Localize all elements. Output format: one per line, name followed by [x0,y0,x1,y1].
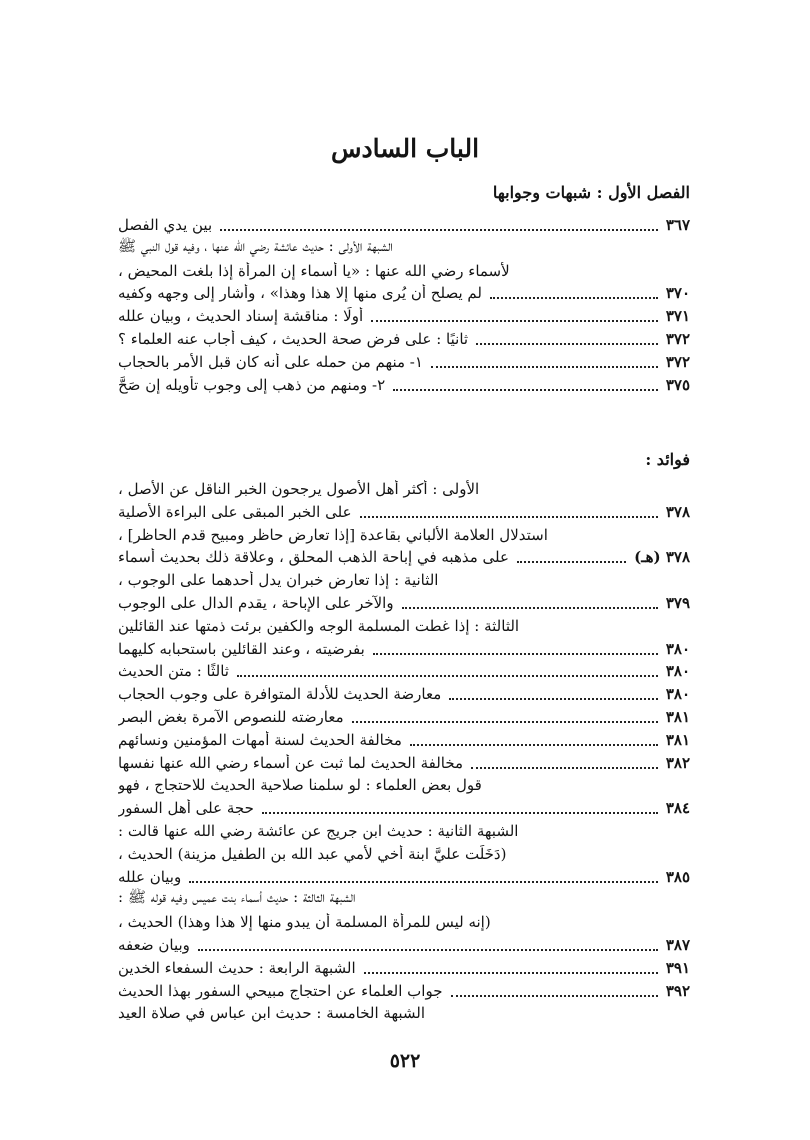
toc-entry-text: الشبهة الثانية : حديث ابن جريج عن عائشة رضي الله عنها قالت : [118,822,519,840]
toc-entry-page: ٣٨٧ [665,936,690,954]
toc-entry-page: ٣٧٥ [665,375,690,394]
toc-entry-page: ٣٧١ [665,307,690,326]
toc-entry-text: الأولى : أكثر أهل الأصول يرجحون الخبر الناقل عن الأصل ، [118,480,480,498]
dot-leader [371,320,658,322]
toc-entry-page: ٣٧٩ [665,594,690,612]
toc-entry [118,305,690,327]
dot-leader [451,995,658,997]
dot-leader [220,229,658,231]
dot-leader [373,653,658,655]
toc-entry [118,282,690,304]
dot-leader [352,721,658,723]
toc-entry [118,615,690,637]
dot-leader [198,949,658,951]
toc-entry-page: ٣٩١ [665,958,690,977]
dot-leader [237,675,658,677]
toc-entry [118,524,690,546]
toc-entry-page: ٣٧٠ [665,284,690,303]
toc-entry [118,911,690,933]
toc-entry [118,797,690,819]
toc-entry [118,638,690,660]
toc-entry-text: الثانية : إذا تعارض خبران يدل أحدهما على الوجوب ، [118,571,439,590]
dot-leader [262,812,658,814]
toc-entry-text: والآخر على الإباحة ، يقدم الدال على الوجوب [118,594,394,612]
toc-entry-page: ٣٨١ [665,708,690,726]
toc-entry [118,1002,690,1024]
toc-entry-text: لم يصلح أن يُرى منها إلا هذا وهذا» ، وأشار إلى وجهه وكفيه [118,284,482,303]
dot-leader [449,698,658,700]
toc-entry-page: ٣٧٨ (هـ) [634,548,690,567]
toc-entry-page: ٣٧٢ [665,330,690,348]
toc-entry-text: حجة على أهل السفور [118,799,254,818]
toc-entry [118,592,690,614]
toc-entry-text: مخالفة الحديث لسنة أمهات المؤمنين ونسائهم [118,730,402,749]
toc-entry [118,260,690,282]
page-number: ٥٢٢ [389,1050,421,1072]
toc-entry-page: ٣٨٠ [665,662,690,681]
toc-entry [118,478,690,500]
dot-leader [402,607,658,609]
toc-entry-page: ٣٩٢ [665,981,690,1000]
toc-entry [118,660,690,682]
toc-entry-text: الشبهة الرابعة : حديث السفعاء الخدين [118,958,356,977]
toc-entry-page: ٣٨٥ [665,867,690,886]
toc-entry-text: الشبهة الخامسة : حديث ابن عباس في صلاة العيد [118,1004,426,1023]
toc-entry-text: الشبهة الأولى : حديث عائشة رضي الله عنها ، وفيه قول النبي ﷺ [118,236,393,255]
toc-entry-text: ثانيًا : على فرض صحة الحديث ، كيف أجاب عنه العلماء ؟ [118,330,469,348]
toc-entry-text: ١- منهم من حمله على أنه كان قبل الأمر بالحجاب [118,352,423,371]
toc-entry-text: قول بعض العلماء : لو سلمنا صلاحية الحديث للاحتجاج ، فهو [118,776,482,795]
toc-entry-text: على الخبر المبقى على البراءة الأصلية [118,502,352,521]
toc-entry-page: ٣٧٢ [665,352,690,371]
dot-leader [189,881,658,883]
toc-entry [118,774,690,796]
toc-entry [118,752,690,774]
toc-entry [118,569,690,591]
toc-entry [118,843,690,865]
toc-entry [118,729,690,751]
section-title: الفصل الأول : شبهات وجوابها [492,183,690,202]
toc-entry [118,328,690,350]
toc-entry [118,957,690,979]
dot-leader [476,343,658,345]
toc-entry-text: معارضة الحديث للأدلة المتوافرة على وجوب الحجاب [118,685,442,704]
toc-entry-page: ٣٨٠ [665,685,690,704]
toc-entry-text: على مذهبه في إباحة الذهب المحلق ، وعلاقة ذلك بحديث أسماء [118,548,509,567]
toc-entry [118,501,690,523]
toc-entry-text: وبيان علله [118,867,182,886]
toc-entry-text: بين يدي الفصل [118,216,213,234]
toc-entry-text: (إنه ليس للمرأة المسلمة أن يبدو منها إلا هذا وهذا) الحديث ، [118,913,491,932]
toc-entry-page: ٣٨٢ [665,753,690,772]
toc-entry-text: ثالثًا : متن الحديث [118,662,229,681]
dot-leader [393,389,658,391]
toc-entry-page: ٣٨١ [665,730,690,749]
toc-entry-text: أولًا : مناقشة إسناد الحديث ، وبيان علله [118,307,364,326]
section-title: فوائد : [645,450,690,469]
toc-entry-text: لأسماء رضي الله عنها : «يا أسماء إن المرأة إذا بلغت المحيض ، [118,261,510,280]
toc-entry [118,351,690,373]
dot-leader [431,366,658,368]
toc-entry-page: ٣٧٨ [665,502,690,521]
dot-leader [471,767,658,769]
toc-entry-text: وبيان ضعفه [118,936,190,954]
toc-entry [118,866,690,888]
toc-entry-text: استدلال العلامة الألباني بقاعدة [إذا تعارض حاظر ومبيح قدم الحاظر] ، [118,525,548,544]
toc-entry [118,374,690,396]
toc-entry-text: ٢- ومنهم من ذهب إلى وجوب تأويله إن صَحَّ [118,375,386,394]
toc-entry-page: ٣٨٤ [665,799,690,818]
chapter-title: الباب السادس [330,134,480,163]
toc-entry [118,706,690,728]
toc-entry [118,980,690,1002]
toc-entry-text: بفرضيته ، وعند القائلين باستحبابه كليهما [118,639,365,658]
toc-entry-page: ٣٦٧ [665,216,690,234]
toc-entry-text: مخالفة الحديث لما ثبت عن أسماء رضي الله عنها نفسها [118,753,464,772]
toc-entry [118,683,690,705]
dot-leader [364,972,658,974]
toc-entry-text: الثالثة : إذا غطت المسلمة الوجه والكفين برئت ذمتها عند القائلين [118,616,520,635]
dot-leader [490,297,658,299]
dot-leader [410,744,658,746]
toc-entry [118,214,690,236]
toc-entry-text: معارضته للنصوص الآمرة بغض البصر [118,708,344,726]
toc-entry-text: جواب العلماء عن احتجاج مبيحي السفور بهذا الحديث [118,981,443,1000]
toc-entry-text: الشبهة الثالثة : حديث أسماء بنت عميس وفيه قوله ﷺ : [118,888,356,907]
toc-entry [118,546,690,568]
toc-entry [118,888,690,910]
toc-entry-text: (دَخَلَت عليَّ ابنة أخي لأمي عبد الله بن الطفيل مزينة) الحديث ، [118,844,507,863]
dot-leader [360,516,658,518]
dot-leader [517,561,626,563]
toc-entry [118,237,690,259]
toc-entry-page: ٣٨٠ [665,639,690,658]
toc-entry [118,820,690,842]
toc-entry [118,934,690,956]
